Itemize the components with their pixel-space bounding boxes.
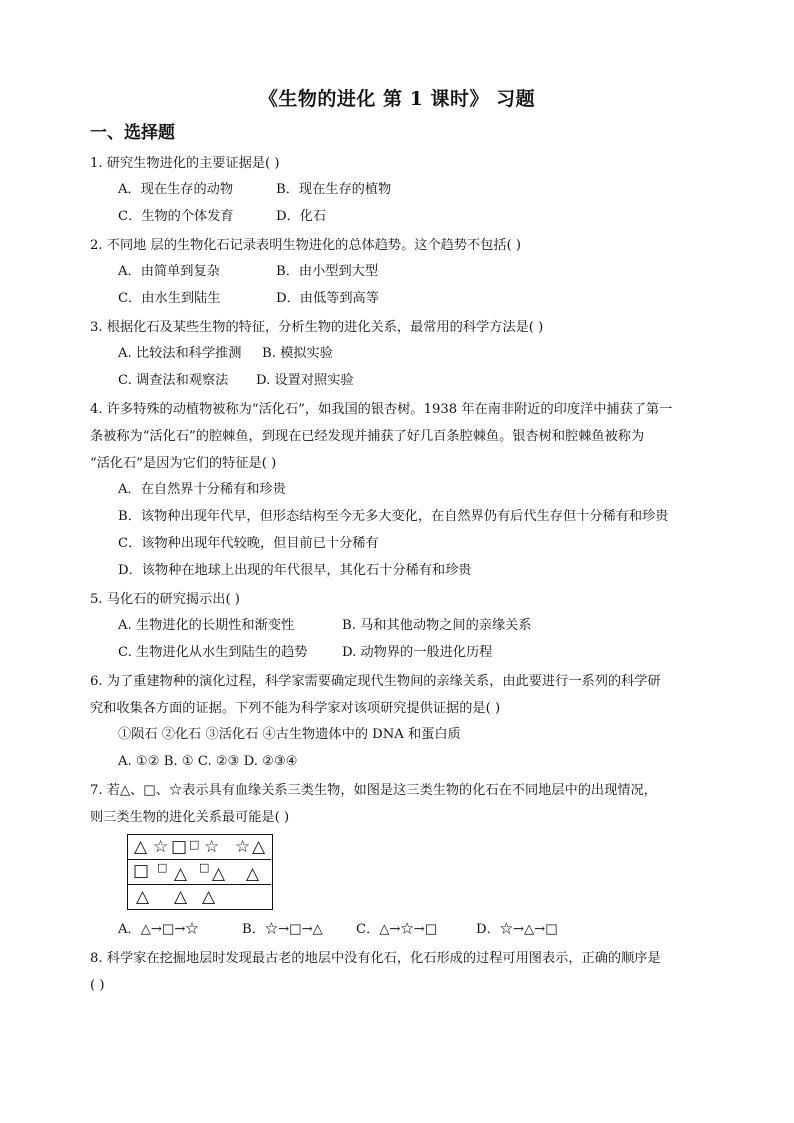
q7-option-b: B．☆→□→△ [242, 922, 323, 937]
triangle-icon: △ [202, 887, 216, 907]
square-icon-small: □ [157, 861, 168, 874]
section-heading: 一、选择题 [90, 123, 175, 143]
q4-option-c: C．该物种出现年代较晚，但目前已十分稀有 [118, 536, 379, 551]
question-5-stem: 5. 马化石的研究揭示出( ) [90, 592, 240, 607]
q6-items: ①陨石 ②化石 ③活化石 ④古生物遗体中的 DNA 和蛋白质 [118, 727, 461, 742]
q1-option-c: C．生物的个体发育 [118, 209, 234, 224]
q6-stem-line-2: 究和收集各方面的证据。下列不能为科学家对该项研究提供证据的是( ) [90, 701, 501, 716]
q3-option-b: B. 模拟实验 [262, 346, 333, 361]
q5-option-d: D. 动物界的一般进化历程 [342, 645, 493, 660]
triangle-icon: △ [174, 864, 188, 884]
q3-option-c: C. 调查法和观察法 [118, 373, 229, 388]
q2-option-b: B．由小型到大型 [276, 264, 379, 279]
square-icon: □ [171, 837, 188, 857]
q4-option-a: A．在自然界十分稀有和珍贵 [118, 482, 286, 497]
q2-option-c: C．由水生到陆生 [118, 291, 221, 306]
question-3-stem: 3. 根据化石及某些生物的特征，分析生物的进化关系，最常用的科学方法是( ) [90, 320, 544, 335]
q1-option-b: B．现在生存的植物 [276, 182, 392, 197]
q3-option-d: D. 设置对照实验 [256, 373, 354, 388]
q1-option-d: D．化石 [276, 209, 327, 224]
triangle-icon: △ [174, 887, 188, 907]
q7-stem-line-1: 7. 若△、□、☆表示具有血缘关系三类生物，如图是这三类生物的化石在不同地层中的出现情况， [90, 783, 657, 798]
q6-stem-line-1: 6. 为了重建物种的演化过程，科学家需要确定现代生物间的亲缘关系，由此要进行一系列的科学研 [90, 674, 661, 689]
question-7-stem [90, 777, 706, 831]
square-icon: □ [133, 861, 150, 881]
triangle-icon: △ [246, 864, 260, 884]
q7-option-d: D．☆→△→□ [476, 922, 558, 937]
q4-option-d: D．该物种在地球上出现的年代很早，其化石十分稀有和珍贵 [118, 563, 472, 578]
q6-options: A. ①② B. ① C. ②③ D. ②③④ [118, 754, 298, 769]
star-icon: ☆ [204, 837, 220, 857]
q4-stem-line-1: 4. 许多特殊的动植物被称为“活化石”，如我国的银杏树。1938 年在南非附近的印度洋中捕获了第一 [90, 402, 673, 417]
q7-option-c: C．△→☆→□ [356, 922, 438, 937]
question-1-stem: 1. 研究生物进化的主要证据是( ) [90, 156, 280, 171]
question-4-stem [90, 396, 706, 477]
stratum-top [128, 835, 271, 860]
q7-stem-line-2: 则三类生物的进化关系最可能是( ) [90, 810, 290, 825]
q3-option-a: A. 比较法和科学推测 [118, 346, 242, 361]
q8-stem-line-2: ( ) [90, 978, 105, 993]
star-icon: ☆ [153, 837, 169, 857]
triangle-icon: △ [134, 837, 148, 857]
q4-stem-line-2: 条被称为“活化石”的腔棘鱼，到现在已经发现并捕获了好几百条腔棘鱼。银杏树和腔棘鱼被称为 [90, 429, 645, 444]
q5-option-c: C. 生物进化从水生到陆生的趋势 [118, 645, 308, 660]
q4-stem-line-3: “活化石”是因为它们的特征是( ) [90, 456, 277, 471]
stratum-bottom [128, 885, 271, 910]
q2-option-d: D．由低等到高等 [276, 291, 379, 306]
q1-option-a: A．现在生存的动物 [118, 182, 234, 197]
q8-stem-line-1: 8. 科学家在挖掘地层时发现最古老的地层中没有化石，化石形成的过程可用图表示，正确的顺序是 [90, 951, 661, 966]
page-title: 《生物的进化 第 1 课时》 习题 [258, 88, 536, 110]
question-8-stem [90, 945, 706, 999]
star-icon: ☆ [235, 837, 251, 857]
q2-option-a: A．由简单到复杂 [118, 264, 220, 279]
q5-option-a: A. 生物进化的长期性和渐变性 [118, 618, 295, 633]
triangle-icon: △ [136, 887, 150, 907]
question-2-stem: 2. 不同地 层的生物化石记录表明生物进化的总体趋势。这个趋势不包括( ) [90, 238, 522, 253]
square-icon-small: □ [189, 838, 200, 851]
triangle-icon: △ [212, 864, 226, 884]
q7-option-a: A．△→□→☆ [118, 922, 199, 937]
q5-option-b: B. 马和其他动物之间的亲缘关系 [342, 618, 532, 633]
question-6-stem [90, 668, 706, 722]
q4-option-b: B．该物种出现年代早，但形态结构至今无多大变化，在自然界仍有后代生存但十分稀有和珍贵 [118, 509, 669, 524]
triangle-icon: △ [252, 837, 266, 857]
square-icon-small: □ [199, 861, 210, 874]
stratum-middle [128, 860, 271, 885]
fossil-strata-diagram [127, 834, 273, 910]
